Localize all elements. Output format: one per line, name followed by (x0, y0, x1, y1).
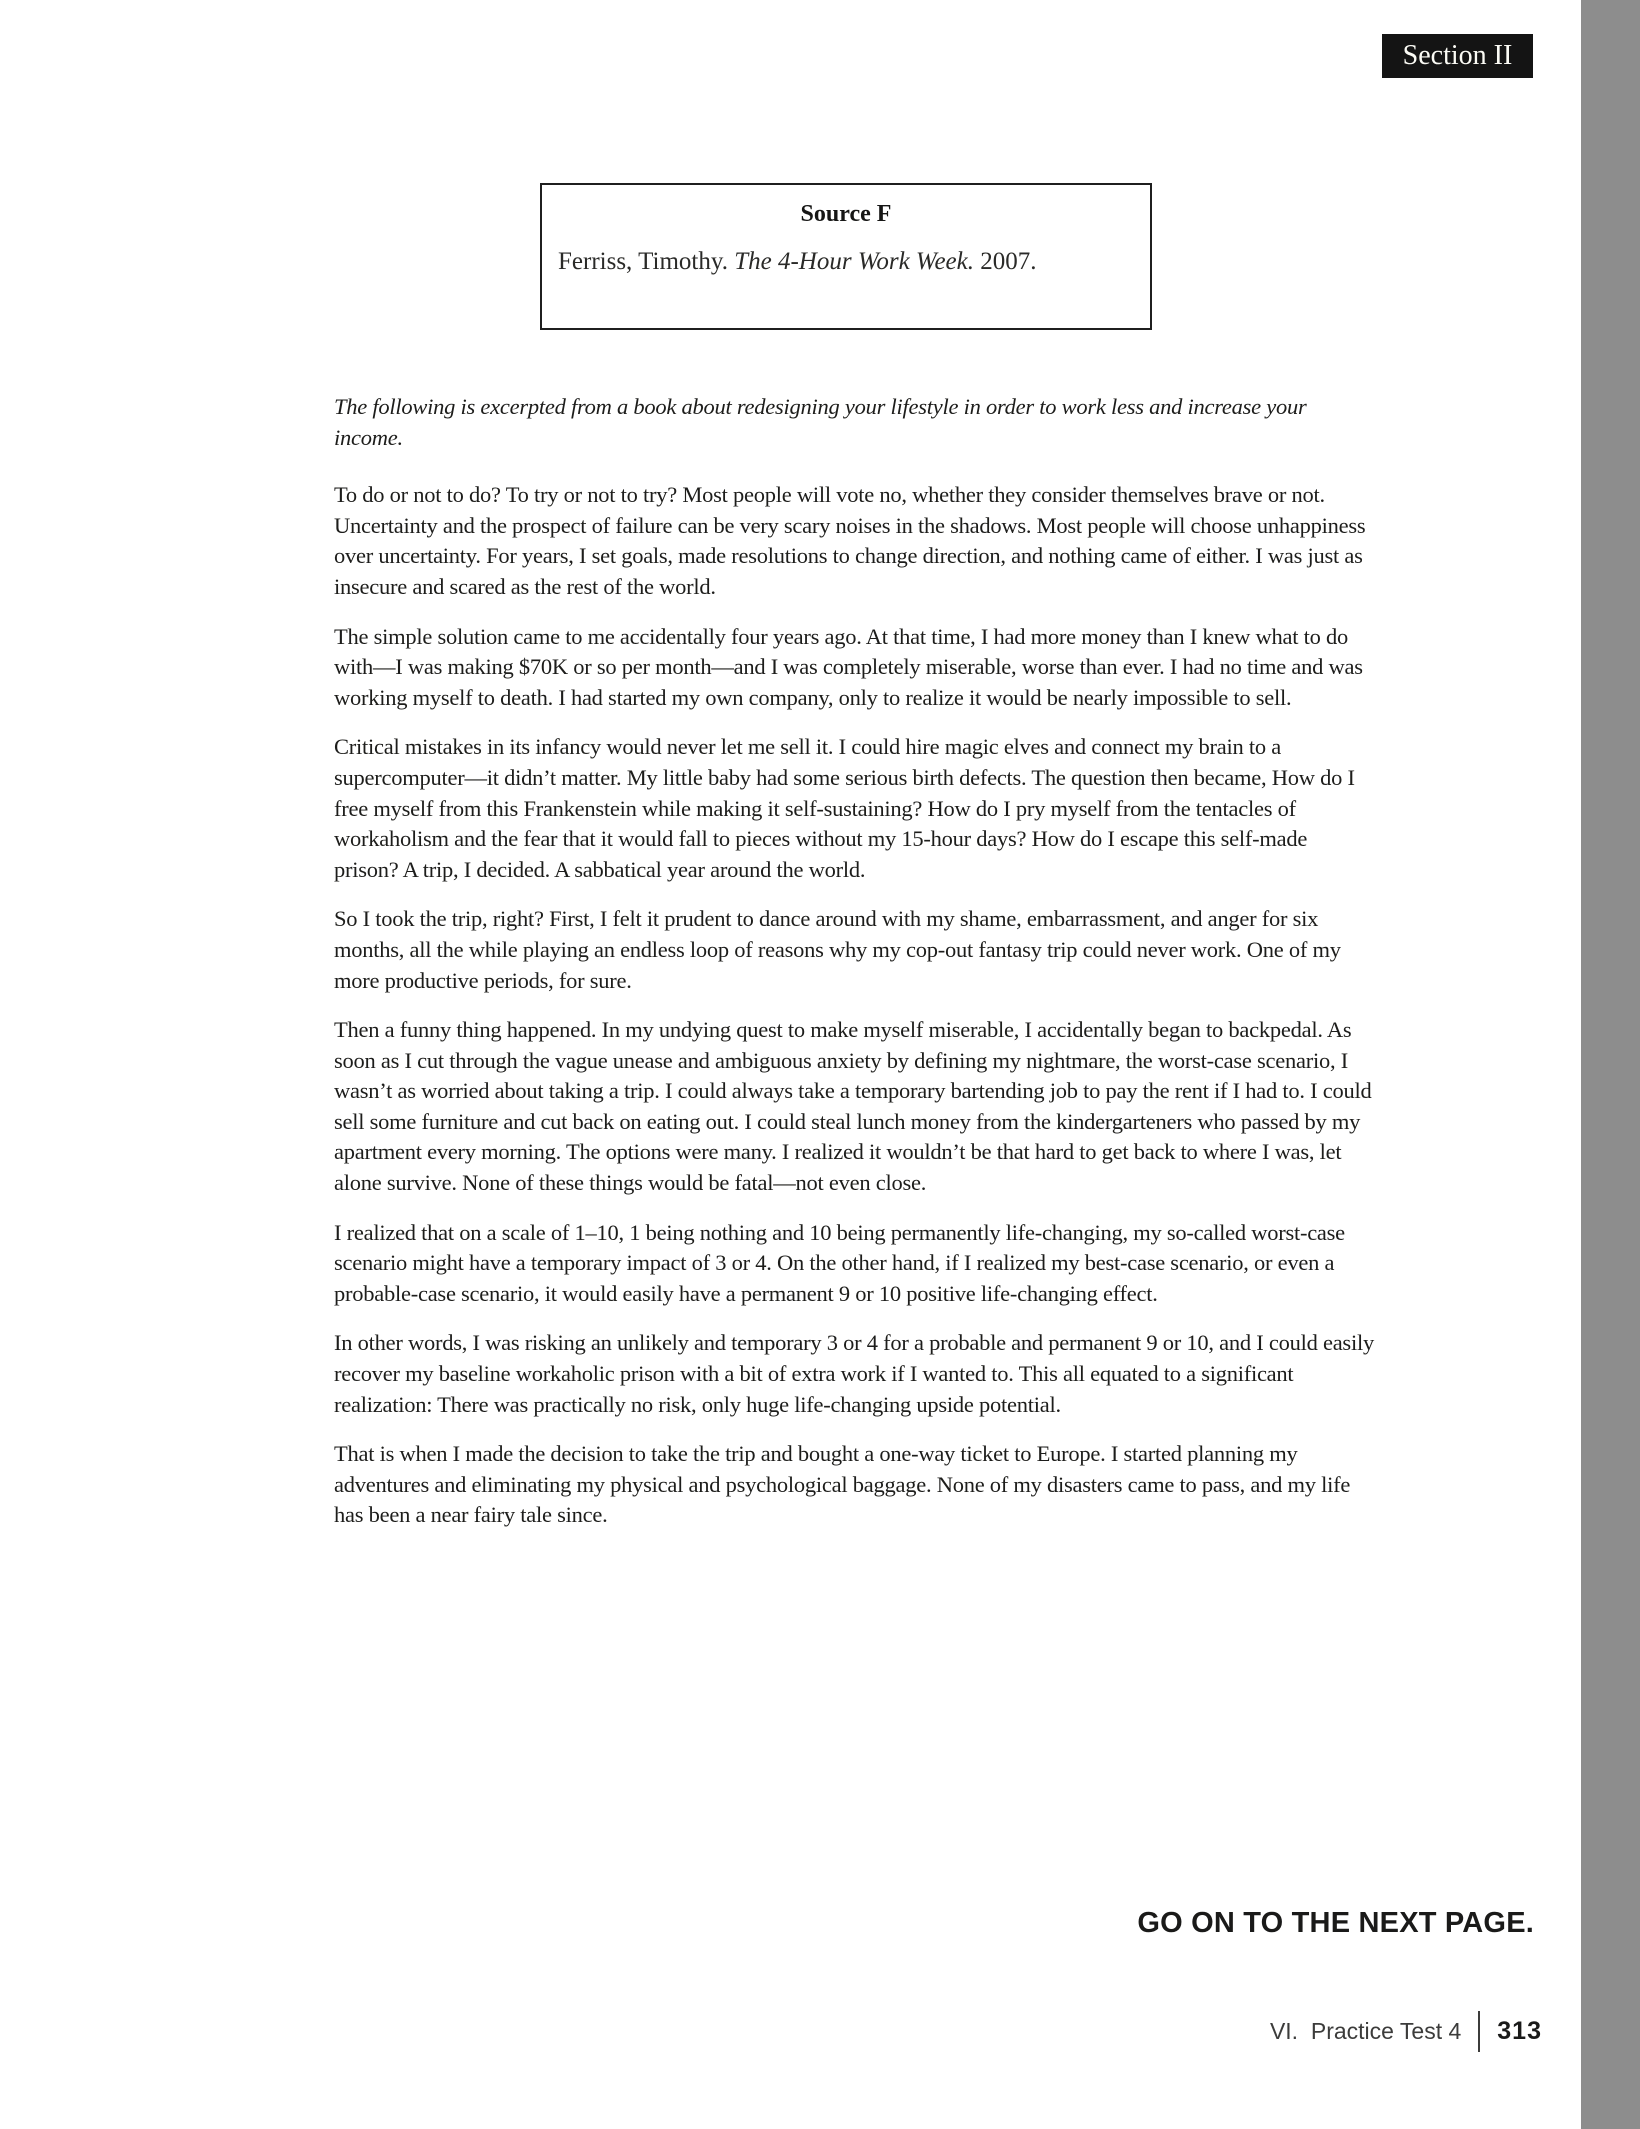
go-on-instruction: GO ON TO THE NEXT PAGE. (1137, 1907, 1534, 1939)
section-label: Section II (1382, 34, 1533, 78)
passage-paragraph-3: Critical mistakes in its infancy would never let me sell it. I could hire magic elves and connect my brain to a supercomputer—it didn’t matter. My little baby had some serious birth defects. The question then became, How do I free myself from this Frankenstein while making it self-sustaining? How do I pry myself from the tentacles of workaholism and the fear that it would fall to pieces without my 15-hour days? How do I escape this self-made prison? A trip, I decided. A sabbatical year around the world. (334, 734, 1355, 882)
passage-paragraph-1: To do or not to do? To try or not to try? Most people will vote no, whether they consider themselves brave or not. Uncertainty and the prospect of failure can be very scary noises in the shadows. Most people will choose unhappiness over uncertainty. For years, I set goals, made resolutions to change direction, and nothing came of either. I was just as insecure and scared as the rest of the world. (334, 482, 1366, 599)
footer-divider (1478, 2011, 1480, 2052)
passage (334, 392, 1374, 1550)
passage-paragraph-4: So I took the trip, right? First, I felt it prudent to dance around with my shame, embarrassment, and anger for six months, all the while playing an endless loop of reasons why my cop-out fantasy trip could never work. One of my more productive periods, for sure. (334, 906, 1341, 993)
passage-paragraph-2: The simple solution came to me accidentally four years ago. At that time, I had more money than I knew what to do with—I was making $70K or so per month—and I was completely miserable, worse than ever. I had no time and was working myself to death. I had started my own company, only to realize it would be nearly impossible to sell. (334, 623, 1363, 710)
passage-paragraph-8: That is when I made the decision to take the trip and bought a one-way ticket to Europe. I started planning my adventures and eliminating my physical and psychological baggage. None of my disasters came to pass, and my life has been a near fairy tale since. (334, 1441, 1351, 1528)
footer-page-number: 313 (1497, 2017, 1542, 2045)
passage-paragraph-6: I realized that on a scale of 1–10, 1 being nothing and 10 being permanently life-changing, my so-called worst-case scenario might have a temporary impact of 3 or 4. On the other hand, if I realized my best-case scenario, or even a probable-case scenario, it would easily have a permanent 9 or 10 positive life-changing effect. (334, 1219, 1345, 1306)
citation-work-title: The 4-Hour Work Week. (734, 248, 975, 275)
citation-year: 2007. (974, 248, 1037, 275)
footer-section-title: VI. Practice Test 4 (1269, 2018, 1462, 2044)
passage-paragraph-7: In other words, I was risking an unlikely and temporary 3 or 4 for a probable and permanent 9 or 10, and I could easily recover my baseline workaholic prison with a bit of extra work if I wanted to. This all equated to a significant realization: There was practically no risk, only huge life-changing upside potential. (334, 1330, 1374, 1417)
page-footer (1270, 2011, 1542, 2052)
citation-author: Ferriss, Timothy. (558, 248, 735, 275)
passage-intro: The following is excerpted from a book about redesigning your lifestyle in order to work less and increase your income. (334, 394, 1307, 450)
source-citation (558, 248, 1150, 276)
source-box (540, 183, 1152, 330)
page-edge-bar (1581, 0, 1640, 2129)
passage-paragraph-5: Then a funny thing happened. In my undying quest to make myself miserable, I accidentally began to backpedal. As soon as I cut through the vague unease and ambiguous anxiety by defining my nightmare, the worst-case scenario, I wasn’t as worried about taking a trip. I could always take a temporary bartending job to pay the rent if I had to. I could sell some furniture and cut back on eating out. I could steal lunch money from the kindergarteners who passed by my apartment every morning. The options were many. I realized it wouldn’t be that hard to get back to where I was, let alone survive. None of these things would be fatal—not even close. (334, 1017, 1372, 1196)
source-title: Source F (800, 201, 892, 227)
